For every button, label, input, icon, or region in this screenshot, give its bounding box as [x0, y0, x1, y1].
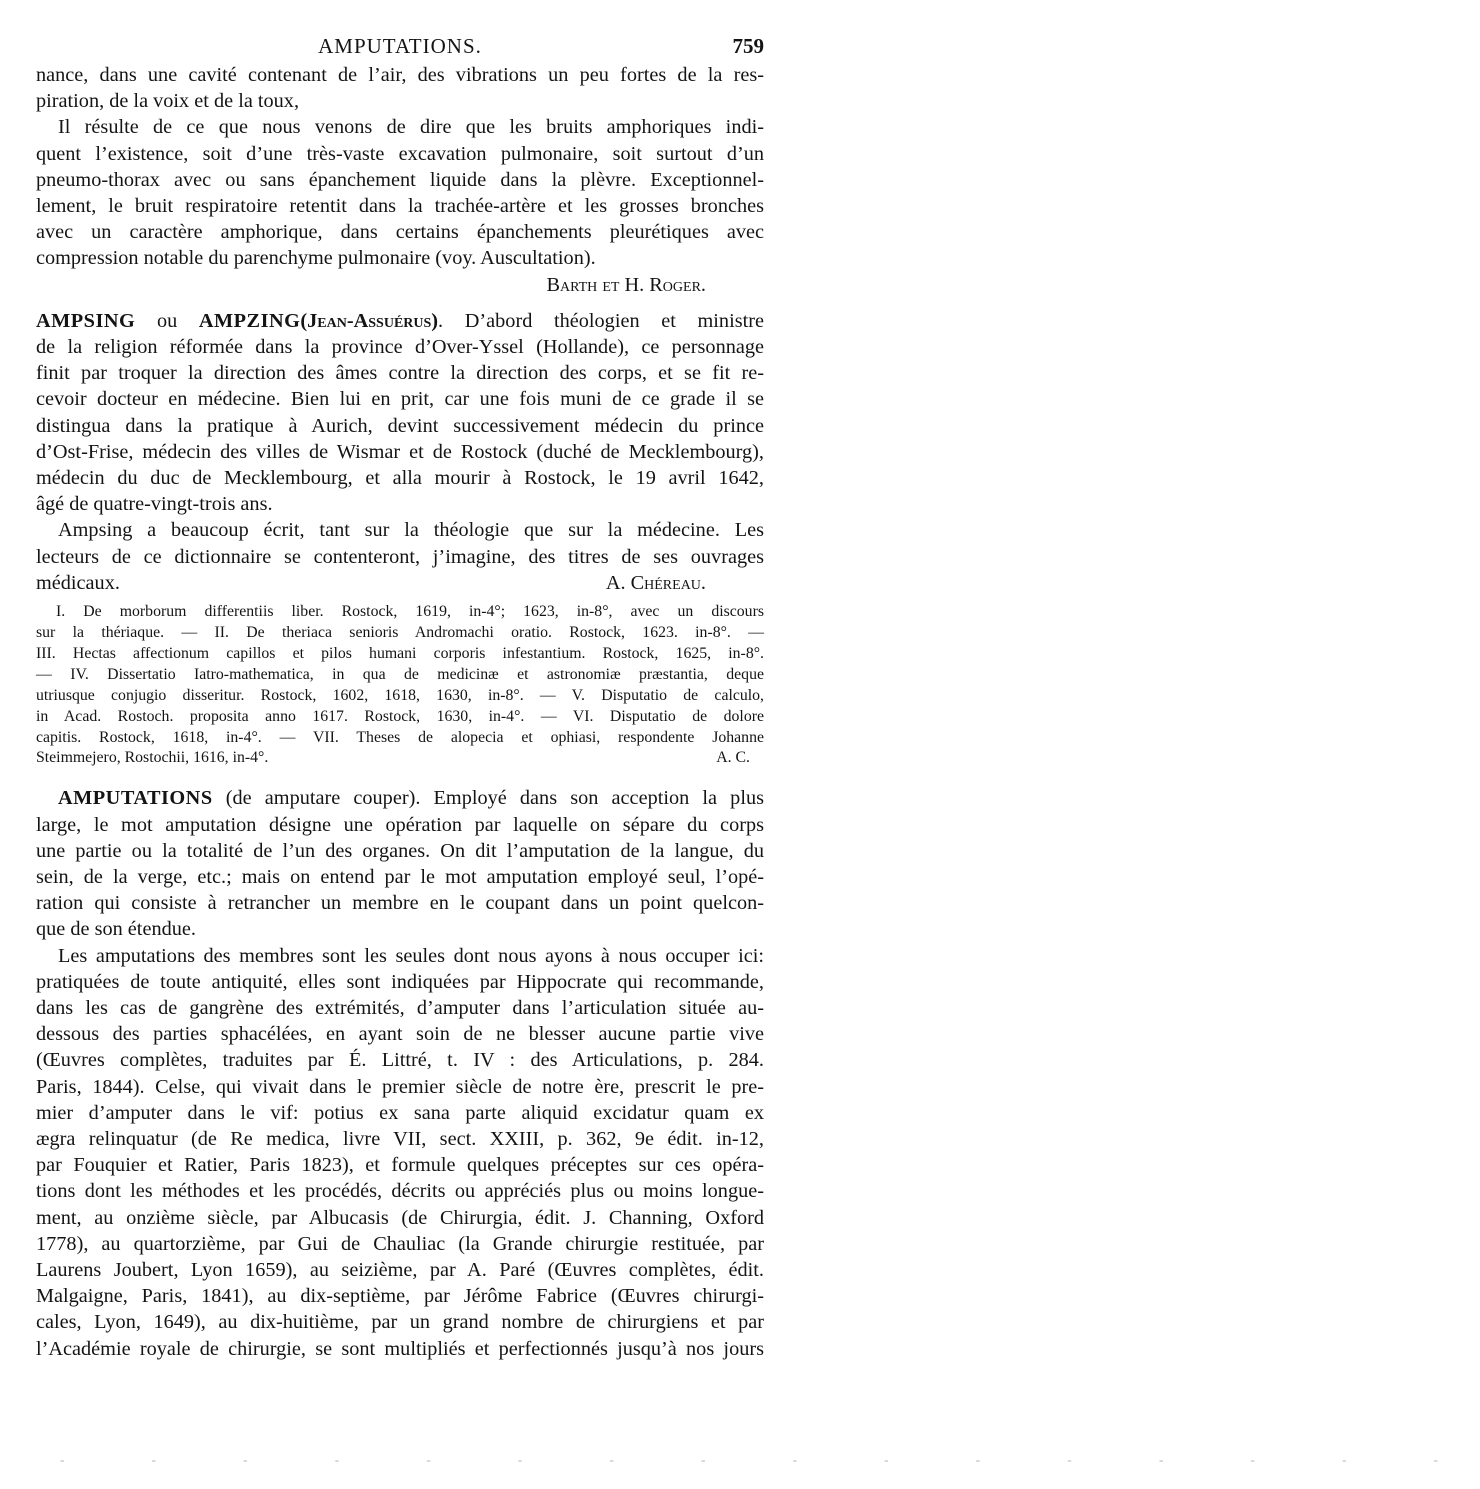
text-line: Laurens Joubert, Lyon 1659), au seizième, par A. Paré (Œuvres complètes, édit.: [36, 1259, 764, 1281]
text-line: médecin du duc de Mecklembourg, et alla mourir à Rostock, le 19 avril 1642,: [36, 467, 764, 490]
entry-ampsing: [36, 308, 764, 596]
text-line: Il résulte de ce que nous venons de dire que les bruits amphoriques indi-: [58, 116, 764, 139]
text-line-rest: (de amputare couper). Employé dans son acception la plus: [212, 787, 764, 810]
headword-connector: ou: [156, 309, 178, 332]
text-line: Malgaigne, Paris, 1841), au dix-septième, par Jérôme Fabrice (Œuvres chirurgi-: [36, 1285, 764, 1308]
text-line: quent l’existence, soit d’une très-vaste excavation pulmonaire, soit surtout d’un: [36, 142, 764, 165]
entry-headword-alt: AMPZING: [198, 309, 301, 332]
text-line: âgé de quatre-vingt-trois ans.: [36, 493, 273, 516]
text-line: nance, dans une cavité contenant de l’air, des vibrations un peu fortes de la res-: [36, 64, 764, 86]
text-line: que de son étendue.: [36, 918, 196, 941]
text-line: médicaux.: [36, 571, 120, 594]
text-line: (Œuvres complètes, traduites par É. Littré, t. IV : des Articulations, p. 284.: [36, 1049, 764, 1072]
text-line: Paris, 1844). Celse, qui vivait dans le premier siècle de notre ère, prescrit le pre-: [36, 1075, 764, 1098]
text-line: dans les cas de gangrène des extrémités, d’amputer dans l’articulation située au-: [36, 996, 764, 1019]
text-line: dessous des parties sphacélées, en ayant soin de ne blesser aucune partie vive: [36, 1023, 764, 1046]
bibliography-line: capitis. Rostock, 1618, in-4°. — VII. Theses de alopecia et ophiasi, respondente Johanne: [36, 728, 764, 746]
text-line: distingua dans la pratique à Aurich, devint successivement médecin du prince: [36, 414, 764, 437]
text-line: [36, 308, 764, 334]
text-line: ægra relinquatur (de Re medica, livre VII, sect. XXIII, p. 362, 9e édit. in-12,: [36, 1127, 764, 1150]
page-bottom-marks: - - - - - - - - - - - - - - - -: [60, 1452, 1480, 1467]
text-line: [36, 785, 764, 811]
book-page: [36, 28, 764, 1362]
author-signature: A. Chéreau.: [605, 571, 706, 594]
text-line: pratiquées de toute antiquité, elles sont indiquées par Hippocrate qui recommande,: [36, 970, 764, 993]
text-line-rest: . D’abord théologien et ministre: [438, 309, 764, 332]
text-line: cales, Lyon, 1649), au dix-huitième, par un grand nombre de chirurgiens et par: [36, 1311, 764, 1334]
text-line: lement, le bruit respiratoire retentit dans la trachée-artère et les grosses bronches: [36, 195, 764, 218]
text-line: de la religion réformée dans la province d’Over-Yssel (Hollande), ce personnage: [36, 336, 764, 359]
running-head: [36, 28, 764, 62]
text-line: d’Ost-Frise, médecin des villes de Wismar et de Rostock (duché de Mecklembourg),: [36, 440, 764, 463]
running-title: AMPUTATIONS.: [318, 34, 482, 58]
bibliography-line: I. De morborum differentiis liber. Rostock, 1619, in-4°; 1623, in-8°, avec un discours: [56, 603, 764, 621]
bibliography-line: — IV. Dissertatio Iatro-mathematica, in qua de medicinæ et astronomiæ præstantia, deque: [36, 665, 764, 683]
bibliography-line: III. Hectas affectionum capillos et pilos humani corporis infestantium. Rostock, 1625, in-8°.: [36, 644, 764, 662]
text-line: tions dont les méthodes et les procédés, décrits ou appréciés plus ou moins longue-: [36, 1180, 764, 1203]
text-line: lecteurs de ce dictionnaire se contenteront, j’imagine, des titres de ses ouvrages: [36, 545, 764, 568]
bibliography-line: sur la thériaque. — II. De theriaca senioris Andromachi oratio. Rostock, 1623. in-8°. —: [36, 623, 764, 641]
entry-forenames: (Jean-Assuérus): [300, 309, 439, 332]
text-line: Les amputations des membres sont les seules dont nous ayons à nous occuper ici:: [58, 944, 764, 967]
entry-headword: AMPSING: [36, 309, 136, 332]
text-line: une partie ou la totalité de l’un des organes. On dit l’amputation de la langue, du: [36, 839, 764, 862]
text-line: avec un caractère amphorique, dans certains épanchements pleurétiques avec: [36, 221, 764, 244]
text-line: compression notable du parenchyme pulmonaire (voy. Auscultation).: [36, 247, 596, 270]
text-line: l’Académie royale de chirurgie, se sont multipliés et perfectionnés jusqu’à nos jours: [36, 1337, 764, 1360]
text-line: ration qui consiste à retrancher un membre en le coupant dans un point quelcon-: [36, 892, 764, 915]
bibliography-line: utriusque conjugio disseritur. Rostock, 1602, 1618, 1630, in-8°. — V. Disputatio de calculo,: [36, 686, 764, 704]
author-signature: Barth et H. Roger.: [546, 273, 706, 296]
text-line: 1778), au quartorzième, par Gui de Chauliac (la Grande chirurgie restituée, par: [36, 1232, 764, 1255]
bibliography-signature: A. C.: [716, 749, 750, 767]
text-line: Ampsing a beaucoup écrit, tant sur la théologie que sur la médecine. Les: [58, 519, 764, 542]
text-line: finit par troquer la direction des âmes contre la direction des corps, et se fit re-: [36, 362, 764, 385]
text-line: large, le mot amputation désigne une opération par laquelle on sépare du corps: [36, 813, 764, 836]
entry-amputations: [36, 785, 764, 1361]
entry-amphorique-continuation: [36, 62, 764, 298]
bibliography-line: Steimmejero, Rostochii, 1616, in-4°.: [36, 749, 269, 767]
page-number: 759: [732, 34, 764, 58]
text-line: ment, au onzième siècle, par Albucasis (de Chirurgia, édit. J. Channing, Oxford: [36, 1206, 764, 1229]
bibliography: [36, 602, 764, 769]
text-line: mier d’amputer dans le vif: potius ex sana parte aliquid excidatur quam ex: [36, 1101, 764, 1124]
text-line: piration, de la voix et de la toux,: [36, 90, 300, 113]
text-line: sein, de la verge, etc.; mais on entend par le mot amputation employé seul, l’opé-: [36, 865, 764, 888]
text-line: pneumo-thorax avec ou sans épanchement liquide dans la plèvre. Exceptionnel-: [36, 168, 764, 191]
text-line: cevoir docteur en médecine. Bien lui en prit, car une fois muni de ce grade il se: [36, 388, 764, 411]
bibliography-line: in Acad. Rostoch. proposita anno 1617. Rostock, 1630, in-4°. — VI. Disputatio de dolore: [36, 707, 764, 725]
entry-headword: AMPUTATIONS: [58, 787, 213, 810]
text-line: par Fouquier et Ratier, Paris 1823), et formule quelques préceptes sur ces opéra-: [36, 1154, 764, 1177]
